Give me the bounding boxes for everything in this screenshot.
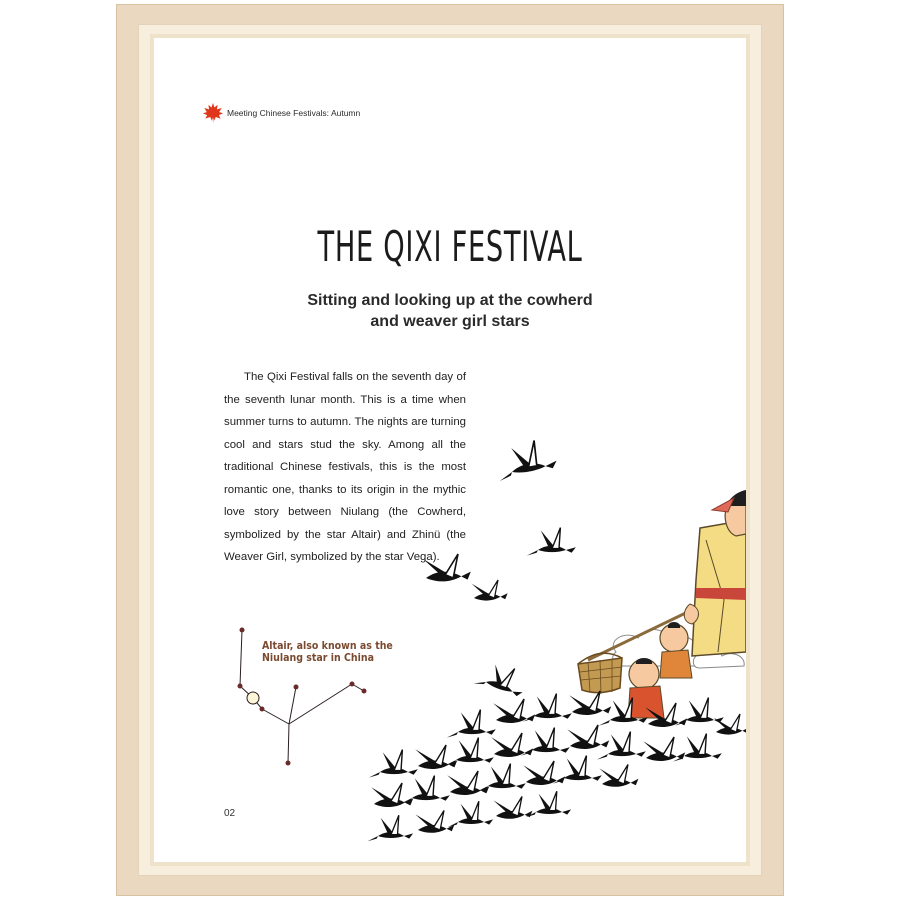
maple-leaf-icon — [202, 102, 224, 124]
subtitle-line-1: Sitting and looking up at the cowherd — [307, 292, 593, 309]
page-number: 02 — [224, 808, 236, 819]
book-page — [154, 38, 746, 862]
magpie-bridge-illustration — [366, 420, 746, 860]
constellation-label-line-1: Altair, also known as the — [262, 640, 393, 652]
running-title: Meeting Chinese Festivals: Autumn — [227, 108, 361, 118]
altair-star-icon — [247, 692, 259, 704]
running-header — [202, 102, 360, 124]
subtitle-line-2: and weaver girl stars — [370, 313, 530, 330]
constellation-label-line-2: Niulang star in China — [262, 652, 374, 664]
cowherd-figure — [684, 490, 746, 656]
page-title: THE QIXI FESTIVAL — [317, 222, 583, 271]
magpie-bridge — [368, 691, 746, 841]
page-subtitle — [194, 290, 706, 332]
body-paragraph: The Qixi Festival falls on the seventh day of the seventh lunar month. This is a time when summer turns to autumn. The nights are turning cool and stars stud the sky. Among all the traditional Chinese festivals, this is the most romantic one, thanks to its origin in the mythic love story between Niulang (the Cowherd, symbolized by the star Altair) and Zhinü (the Weaver Girl, symbolized by the star Vega). — [224, 371, 466, 563]
